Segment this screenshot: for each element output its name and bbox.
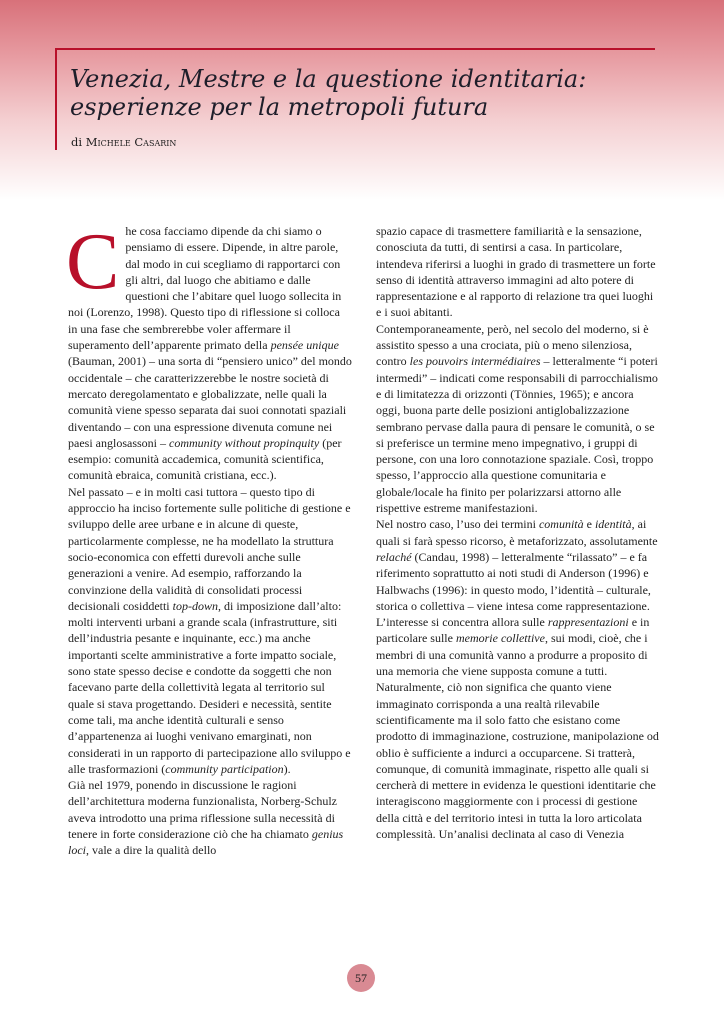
text-run: e in particolare sulle [376,615,650,646]
title-rule-horizontal [55,48,655,50]
byline [71,135,176,149]
text-run: , vale a dire la qualità dello [86,843,217,858]
text-run: he cosa facciamo dipende da chi siamo o pensiamo di essere. Dipende, in altre parole, dal modo in cui scegliamo di rapportarci con gli altri, dal luogo che abitiamo e dalle questioni che l’abitare quel luogo sollecita in noi (Lorenzo, 1998). Questo tipo di riflessione si colloca in una fase che sembrerebbe voler affermare il superamento dell’apparente primato della [68,224,342,353]
italic-term: community participation [165,761,284,776]
italic-term: les pouvoirs intermédiaires [409,354,541,369]
italic-term: genius loci [68,826,344,858]
article-title-line-1: Venezia, Mestre e la questione identitaria: [70,65,587,93]
italic-term: relaché [376,549,412,564]
page-number: 57 [347,964,375,992]
italic-term: comunità [538,517,584,532]
text-run: Nel passato – e in molti casi tuttora – questo tipo di approccio ha inciso fortemente sulle politiche di gestione e sviluppo delle aree urbane e in alcune di queste, particolarmente complesse, ne ha modellato la struttura socio-economica con effetti durevoli anche sulle generazioni a venire. Ad esempio, rafforzando la convinzione della validità di consolidati processi decisionali cosiddetti [68,484,351,613]
text-run: Già nel 1979, ponendo in discussione le ragioni dell’architettura moderna funzionalista, Norberg-Schulz aveva introdotto una prima riflessione sulla necessità di tenere in forte considerazione ciò che ha chiamato [68,778,338,841]
italic-term: pensée unique [270,338,339,353]
italic-term: top-down [172,598,218,613]
italic-term: rappresentazioni [547,615,629,630]
title-rule-vertical [55,48,57,150]
text-column-left [66,218,352,859]
text-run: (Bauman, 2001) – una sorta di “pensiero unico” del mondo occidentale – che caratterizzerebbe le nostre società di mercato deregolamentato e globalizzate, nelle quali la comunità viene spesso separata dai suoi connotati spaziali diventando – con una espressione divenuta comune nei paesi anglosassoni – [68,354,352,450]
text-run: spazio capace di trasmettere familiarità e la sensazione, conosciuta da tutti, di sentirsi a casa. In particolare, intendeva riferirsi a luoghi in grado di trasmettere un forte senso di identità attraverso immagini ad alto potere di rappresentazione e al rapporto di relazione tra quei luoghi e i suoi abitanti. [376,224,656,320]
italic-term: community without propinquity [169,435,320,450]
paragraph [66,218,352,484]
italic-term: identità [594,517,632,532]
text-column-right [376,223,659,842]
article-title [70,65,670,121]
text-run: , ai quali si farà spesso ricorso, è metaforizzato, assolutamente [376,517,658,548]
text-run: , sui modi, cioè, che i membri di una comunità vanno a produrre a proposito di una memoria che viene supposta comune a tutti. [376,631,648,679]
article-title-line-2: esperienze per la metropoli futura [70,93,489,121]
author-name: Michele Casarin [85,135,177,149]
text-run: (per esempio: comunità accademica, comunità scientifica, comunità ebraica, comunità cristiana, ecc.). [68,435,342,483]
text-run: Nel nostro caso, l’uso dei termini [376,517,539,532]
text-run: – letteralmente “i poteri intermedi” – indicati come responsabili di parrocchialismo e di limitatezza di orizzonti (Tönnies, 1965); e ancora oggi, buona parte delle posizioni antiglobalizzazione sembrano pervase dalla paura di pensare le comunità, o se si preferisce un termine meno impegnativo, i gruppi di persone, con una loro connotazione spaziale. Così, troppo spesso, l’approccio alla questione comunitaria e globale/locale ha finito per polarizzarsi attorno alle rispettive estreme manifestazioni. [376,354,658,516]
byline-prefix: di [71,135,86,149]
text-run: Naturalmente, ciò non significa che quanto viene immaginato corrisponda a una realtà rilevabile scientificamente ma il solo fatto che esistano come prodotto di immaginazione, costruzione, manipolazione od oblio è sufficiente a indurci a occuparcene. Si tratterà, comunque, di comunità immaginate, rispetto alle quali si cercherà di mettere in evidenza le questioni identitarie che interagiscono maggiormente con i processi di gestione della città e del territorio intesi in tutta la loro articolata complessità. Un’analisi declinata al caso di Venezia [376,680,659,841]
italic-term: memorie collettive [455,631,545,646]
text-run: e [583,517,595,532]
text-run: , di imposizione dall’alto: molti interventi urbani a grande scala (infrastrutture, siti dell’industria pesante e inquinante, ecc.) ma anche importanti scelte amministrative a forte impatto sociale, sono state spesso decise e condotte da soggetti che non facevano parte della collettività legata al territorio sul quale si stava progettando. Desideri e necessità, sentite come tali, ma anche identità culturali e senso d’appartenenza ai luoghi venivano emarginati, non considerati in un rapporto di partecipazione allo sviluppo e alle trasformazioni ( [68,598,351,776]
paragraph [376,223,659,321]
drop-cap: C [66,218,120,306]
text-run: Contemporaneamente, però, nel secolo del moderno, si è assistito spesso a una crociata, più o meno silenziosa, contro [376,321,649,369]
paragraph [68,484,352,777]
text-run: ). [283,761,291,776]
paragraph [376,679,659,842]
text-run: (Candau, 1998) – letteralmente “rilassato” – e fa riferimento soprattutto ai noti studi di Anderson (1996) e Halbwachs (1996): in questo modo, l’identità – culturale, storica o collettiva – viene intesa come rappresentazione. L’interesse si concentra allora sulle [376,549,651,630]
paragraph [68,777,352,858]
paragraph [376,321,659,517]
paragraph [376,516,659,679]
